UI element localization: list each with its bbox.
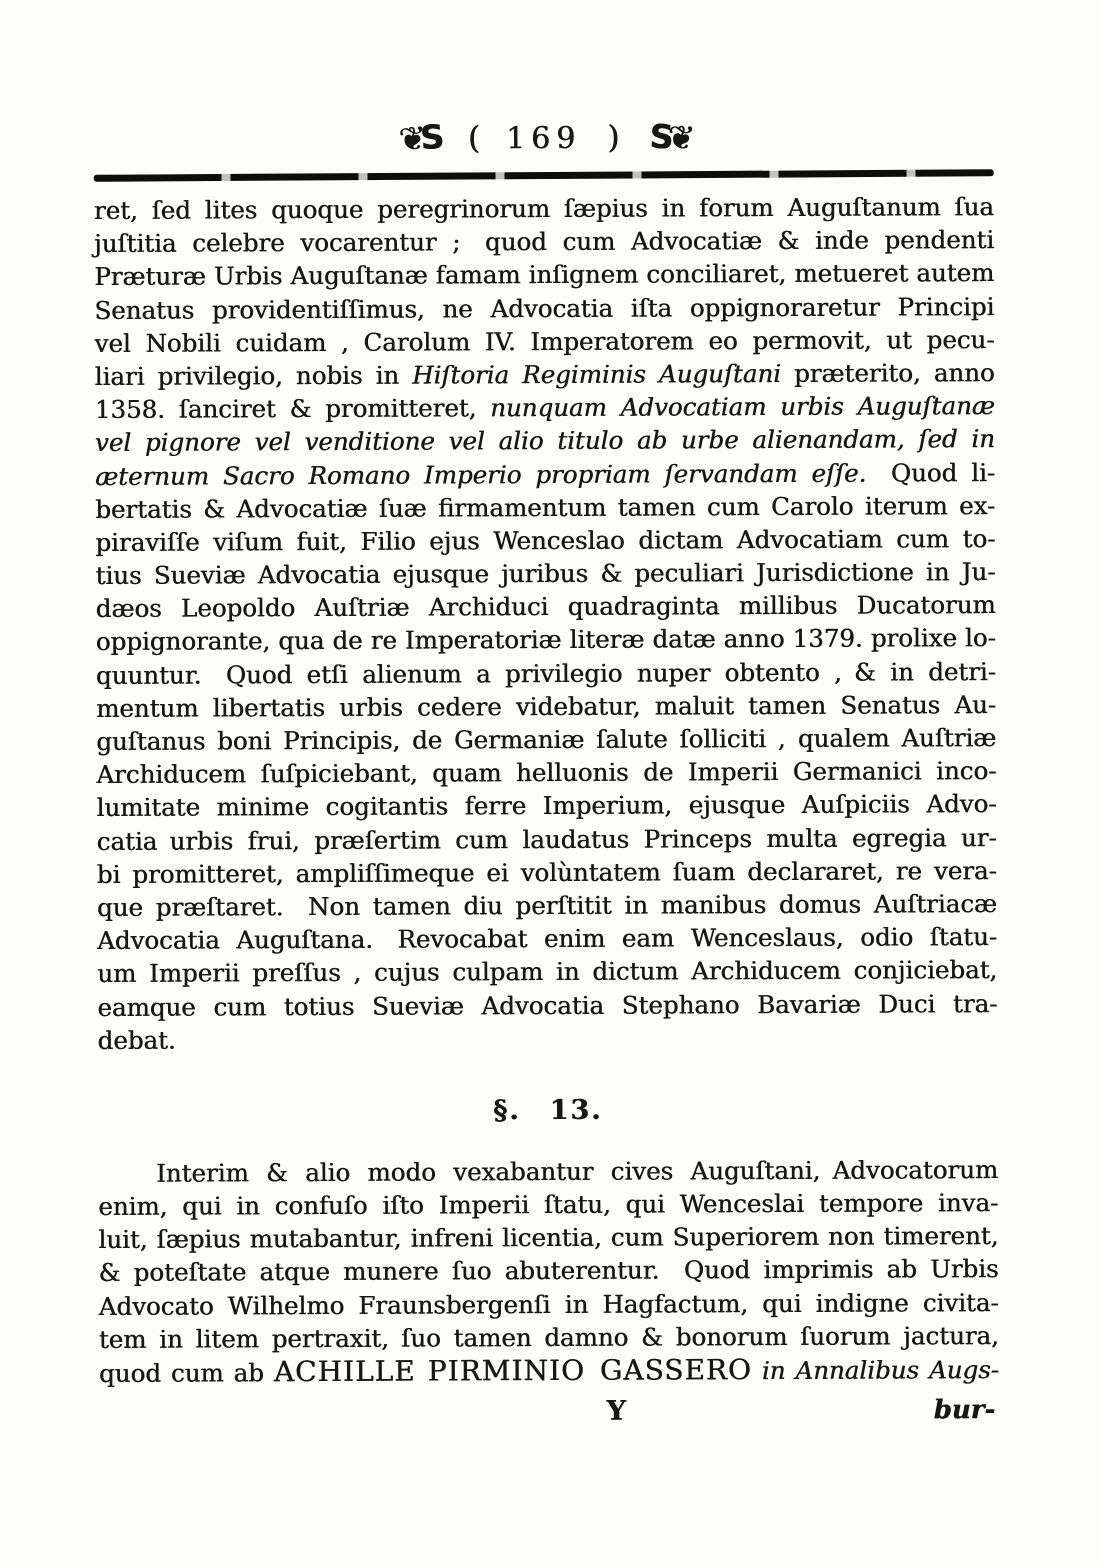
- text-line: [97, 953, 997, 990]
- text-line: [98, 1153, 998, 1190]
- roman-text: debat.: [97, 1025, 176, 1055]
- text-line: [94, 290, 994, 327]
- text-line: [94, 190, 994, 227]
- roman-text: vel Nobili cuidam , Carolum IV. Imperatorem eo permovit, ut pecu-: [94, 324, 995, 358]
- text-line: [99, 1352, 999, 1389]
- text-line: [96, 588, 996, 625]
- roman-text: Præturæ Urbis Auguſtanæ famam inſignem conciliaret, metueret autem: [94, 258, 995, 292]
- italic-text: in Annalibus Augs-: [751, 1355, 999, 1386]
- italic-text: Hiſtoria Regiminis Auguſtani: [411, 358, 781, 390]
- text-line: [94, 223, 994, 260]
- roman-text: præterito, anno: [780, 357, 995, 388]
- roman-text: um Imperii preſſus , cujus culpam in dictum Archiducem conjiciebat,: [97, 955, 998, 989]
- text-line: [96, 621, 996, 658]
- page-footer: [99, 1389, 999, 1435]
- page-header: [93, 116, 993, 159]
- header-rule: [94, 169, 994, 181]
- roman-text: 1358. ſanciret & promitteret,: [94, 393, 491, 425]
- page-number-group: [468, 119, 620, 156]
- text-line: [95, 356, 995, 393]
- roman-text: guſtanus boni Principis, de Germaniæ ſalute ſolliciti , qualem Auſtriæ: [96, 723, 997, 756]
- roman-text: liari privilegio, nobis in: [94, 360, 413, 391]
- roman-text: Quod li-: [866, 457, 996, 488]
- italic-text: vel pignore vel venditione vel alio titulo ab urbe alienandam, ſed in: [94, 424, 995, 458]
- fleuron-right-icon: S❦: [648, 116, 690, 158]
- text-line: [94, 256, 994, 293]
- text-line: [98, 1252, 998, 1289]
- text-line: [94, 323, 994, 360]
- paragraph-1: [94, 190, 998, 1057]
- text-line: [95, 389, 995, 426]
- text-line: [97, 821, 997, 858]
- text-line: [97, 920, 997, 957]
- close-paren: ): [607, 119, 620, 156]
- roman-text: dæos Leopoldo Auſtriæ Archiduci quadraginta millibus Ducatorum: [95, 590, 996, 624]
- roman-text: bertatis & Advocatiæ ſuæ firmamentum tamen cum Carolo iterum ex-: [95, 490, 996, 524]
- text-block: [93, 0, 999, 1435]
- text-line: [98, 1219, 998, 1256]
- roman-text: bi promitteret, ampliſſimeque ei volùntatem ſuam declararet, re vera-: [96, 855, 997, 889]
- roman-text: tius Sueviæ Advocatia ejusque juribus & peculiari Jurisdictione in Ju-: [95, 557, 996, 591]
- catchword: bur-: [933, 1395, 996, 1426]
- text-line: [96, 655, 996, 692]
- roman-text: luit, ſæpius mutabantur, infreni licentia, cum Superiorem non timerent,: [98, 1221, 999, 1255]
- section-heading: §. 13.: [492, 1094, 603, 1127]
- text-line: [95, 555, 995, 592]
- text-line: [98, 1186, 998, 1223]
- page-number: 169: [505, 120, 582, 156]
- fleuron-left-icon: ❦S: [396, 117, 440, 159]
- roman-text: piraviſſe viſum fuit, Filio ejus Wenceslao dictam Advocatiam cum to-: [95, 523, 996, 557]
- roman-text: que præſtaret. Non tamen diu perſtitit in manibus domus Auſtriacæ: [96, 888, 997, 922]
- roman-text: tem in litem pertraxit, ſuo tamen damno & bonorum ſuorum jactura,: [98, 1320, 999, 1354]
- roman-text: eamque cum totius Sueviæ Advocatia Stephano Bavariæ Duci tra-: [97, 988, 998, 1022]
- roman-text: enim, qui in confuſo iſto Imperii ſtatu, qui Wenceslai tempore inva-: [98, 1188, 999, 1222]
- roman-text: quuntur. Quod etſi alienum a privilegio nuper obtento , & in detri-: [95, 656, 996, 690]
- roman-text: Advocato Wilhelmo Fraunsbergenſi in Hagfactum, qui indigne civita-: [98, 1287, 999, 1321]
- italic-text: nunquam Advocatiam urbis Auguſtanæ: [490, 391, 995, 423]
- signature-mark: Y: [606, 1395, 626, 1427]
- text-line: [99, 1286, 999, 1323]
- roman-text: catia urbis frui, præſertim cum laudatus Princeps multa egregia ur-: [96, 822, 997, 856]
- roman-text: mentum libertatis urbis cedere videbatur, maluit tamen Senatus Au-: [95, 689, 997, 723]
- text-line: [97, 887, 997, 924]
- roman-text: oppignorante, qua de re Imperatoriæ literæ datæ anno 1379. prolixe lo-: [95, 623, 996, 657]
- caps-name-text: ACHILLE PIRMINIO GASSERO: [273, 1353, 752, 1389]
- roman-text: Senatus providentiſſimus, ne Advocatia iſta oppignoraretur Principi: [94, 291, 995, 325]
- roman-text: Interim & alio modo vexabantur cives Auguſtani, Advocatorum: [156, 1154, 999, 1188]
- text-line: [95, 489, 995, 526]
- text-line: [97, 987, 997, 1024]
- text-line: [96, 721, 996, 758]
- text-line: [99, 1319, 999, 1356]
- text-line: [96, 787, 996, 824]
- roman-text: quod cum ab: [98, 1358, 274, 1388]
- text-line: [95, 422, 995, 459]
- roman-text: & poteſtate atque munere ſuo abuterentur. Quod imprimis ab Urbis: [98, 1254, 999, 1288]
- text-line: [95, 456, 995, 493]
- text-line: [97, 1020, 997, 1057]
- text-line: [95, 522, 995, 559]
- roman-text: lumitate minime cogitantis ferre Imperium, ejusque Auſpiciis Advo-: [96, 789, 997, 823]
- text-line: [96, 754, 996, 791]
- roman-text: Advocatia Auguſtana. Revocabat enim eam Wenceslaus, odio ſtatu-: [96, 922, 998, 956]
- roman-text: Archiducem ſuſpiciebant, quam helluonis de Imperii Germanici inco-: [96, 756, 997, 790]
- open-paren: (: [467, 119, 480, 156]
- roman-text: juſtitia celebre vocarentur ; quod cum Advocatiæ & inde pendenti: [93, 225, 995, 259]
- text-line: [96, 688, 996, 725]
- paragraph-2: [98, 1153, 999, 1389]
- italic-text: æternum Sacro Romano Imperio propriam ſervandam eſſe.: [94, 458, 867, 491]
- text-line: [97, 854, 997, 891]
- roman-text: ret, ſed lites quoque peregrinorum ſæpius in forum Auguſtanum ſua: [93, 192, 994, 225]
